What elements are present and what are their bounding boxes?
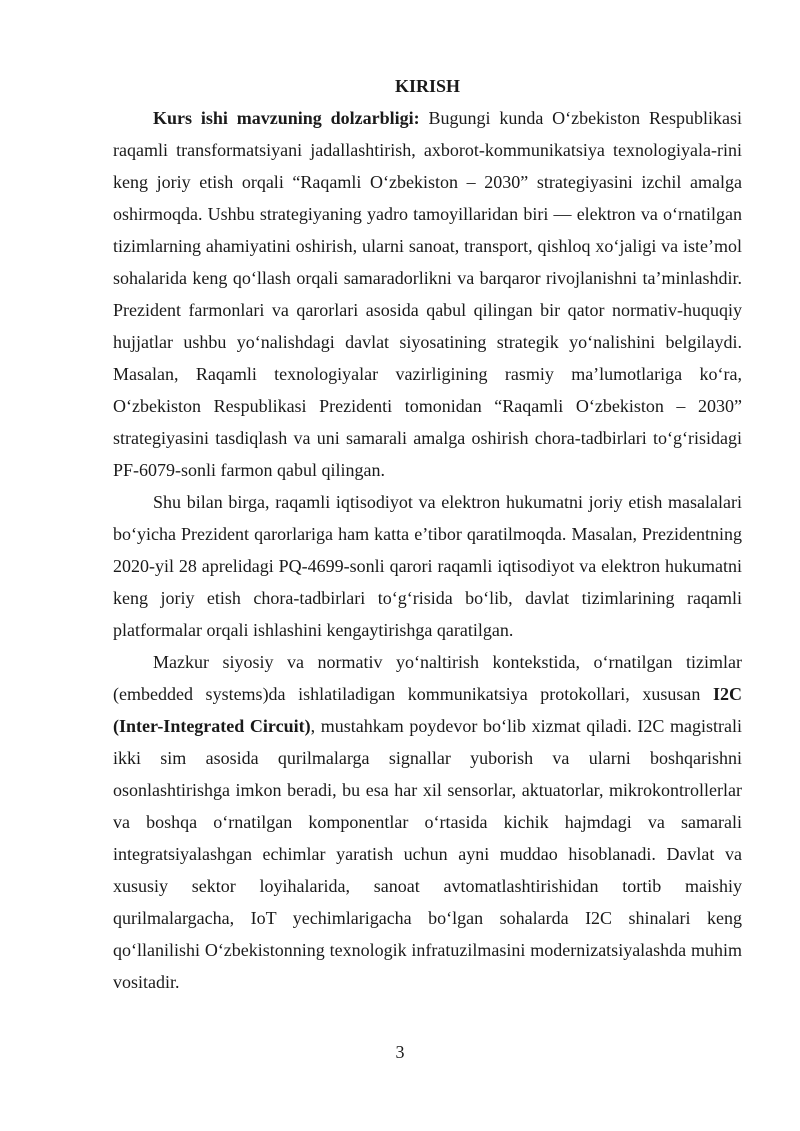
paragraph-text: Mazkur siyosiy va normativ yo‘naltirish kontekstida, o‘rnatilgan tizimlar (embedded systems)da ishlatiladigan kommunikatsiya protokollari, xususan <box>113 652 742 704</box>
paragraph-text: Shu bilan birga, raqamli iqtisodiyot va elektron hukumatni joriy etish masalalari bo‘yicha Prezident qarorlariga ham katta e’tibor qaratilmoqda. Masalan, Prezidentning 2020-yil 28 aprelidagi PQ-4699-sonli qarori raqamli iqtisodiyot va elektron hukumatni keng joriy etish chora-tadbirlari to‘g‘risida bo‘lib, davlat tizimlarining raqamli platformalar orqali ishlashini kengaytirishga qaratilgan. <box>113 492 742 640</box>
paragraph-text: , mustahkam poydevor bo‘lib xizmat qiladi. I2C magistrali ikki sim asosida qurilmalarga signallar yuborish va ularni boshqarishni osonlashtirishga imkon beradi, bu esa har xil sensorlar, aktuatorlar, mikrokontrollerlar va boshqa o‘rnatilgan komponentlar o‘rtasida kichik hajmdagi va samarali integratsiyalashgan echimlar yaratish uchun ayni muddao hisoblanadi. Davlat va xususiy sektor loyihalarida, sanoat avtomatlashtirishidan tortib maishiy qurilmalargacha, IoT yechimlarigacha bo‘lgan sohalarda I2C shinalari keng qo‘llanilishi O‘zbekistonning texnologik infratuzilmasini modernizatsiyalashda muhim vositadir. <box>113 716 742 992</box>
i2c-term: I2C (Inter-Integrated Circuit) <box>113 684 742 736</box>
paragraph-lead: Kurs ishi mavzuning dolzarbligi: <box>153 108 420 128</box>
paragraph-i2c <box>113 646 742 998</box>
document-page <box>113 70 742 998</box>
paragraph-relevance <box>113 102 742 486</box>
section-title: KIRISH <box>394 76 461 96</box>
paragraph-digital-economy <box>113 486 742 646</box>
paragraph-text: Bugungi kunda O‘zbekiston Respublikasi raqamli transformatsiyani jadallashtirish, axborot-kommunikatsiya texnologiyala-rini keng joriy etish orqali “Raqamli O‘zbekiston – 2030” strategiyasini izchil amalga oshirmoqda. Ushbu strategiyaning yadro tamoyillaridan biri — elektron va o‘rnatilgan tizimlarning ahamiyatini oshirish, ularni sanoat, transport, qishloq xo‘jaligi va iste’mol sohalarida keng qo‘llash orqali samaradorlikni va barqaror rivojlanishni ta’minlashdir. Prezident farmonlari va qarorlari asosida qabul qilingan bir qator normativ-huquqiy hujjatlar ushbu yo‘nalishdagi davlat siyosatining strategik yo‘nalishini belgilaydi. Masalan, Raqamli texnologiyalar vazirligining rasmiy ma’lumotlariga ko‘ra, O‘zbekiston Respublikasi Prezidenti tomonidan “Raqamli O‘zbekiston – 2030” strategiyasini tasdiqlash va uni samarali amalga oshirish chora-tadbirlari to‘g‘risidagi PF-6079-sonli farmon qabul qilingan. <box>113 108 742 480</box>
page-number: 3 <box>395 1042 405 1062</box>
